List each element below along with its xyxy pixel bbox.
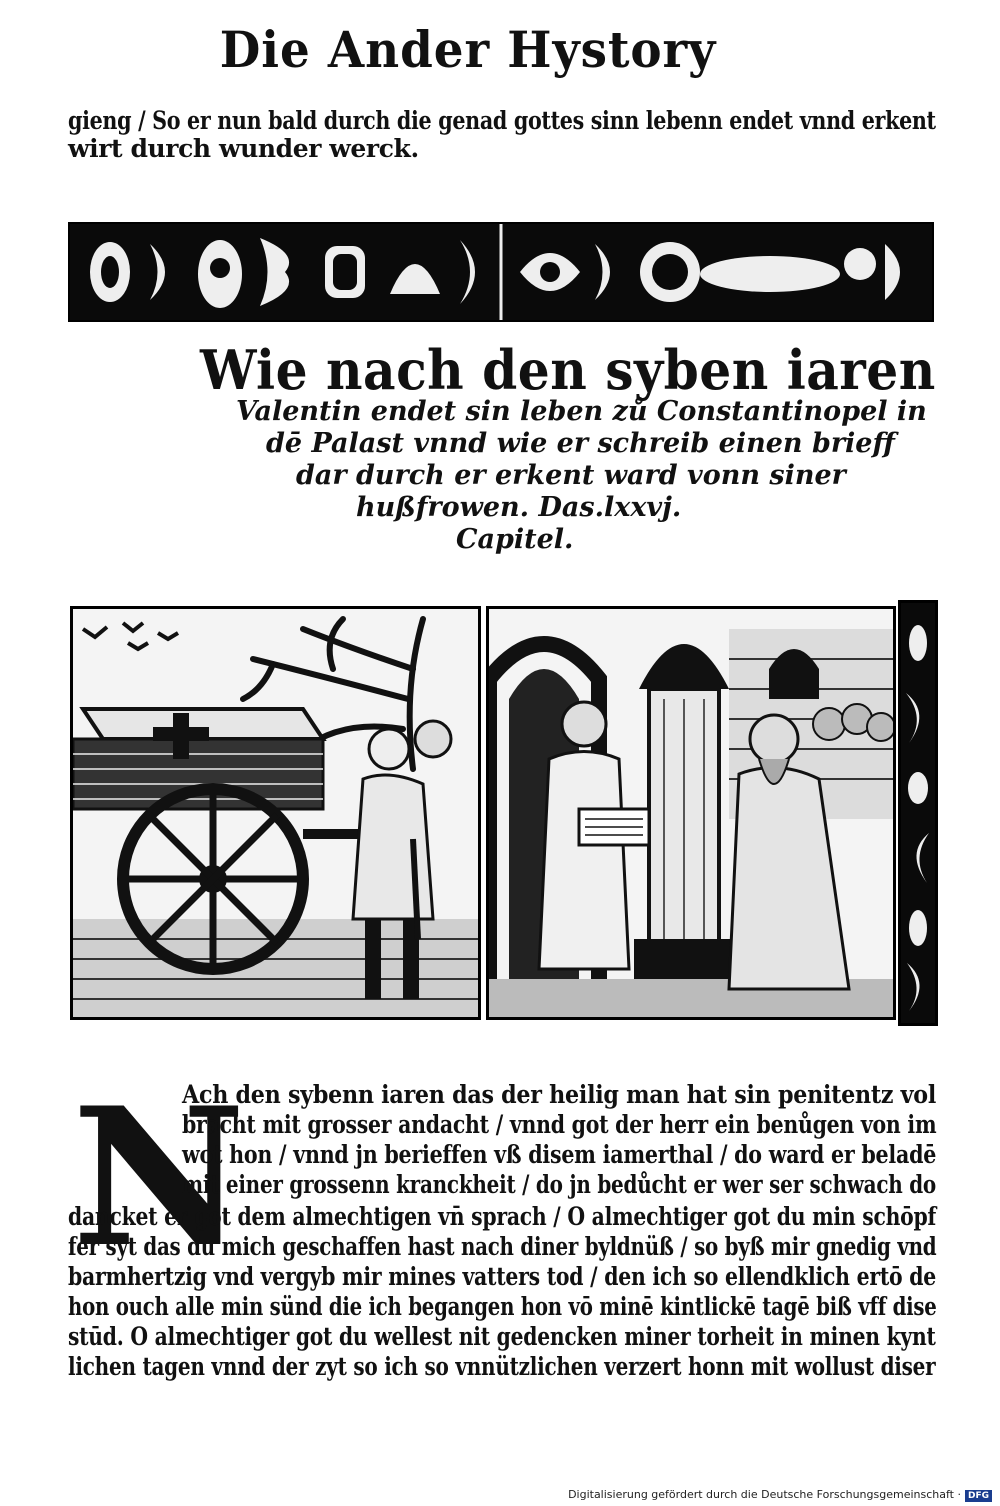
coffin-cart-woodcut-image xyxy=(73,609,478,1017)
chapter-subtitle-line-2: dē Palast vnnd wie er schreib einen brieff xyxy=(266,428,895,459)
body-line-7: barmhertzig vnd vergyb mir mines vatters tod / den ich so ellendklich ertō de xyxy=(68,1262,936,1291)
body-line-5: dancket er got dem almechtigen vn̄ sprach / O almechtiger got du min schōpf xyxy=(68,1202,937,1231)
body-line-2: bracht mit grosser andacht / vnnd got der herr ein benůgen von im xyxy=(182,1110,937,1139)
chapter-title: Wie nach den syben iaren xyxy=(200,338,936,402)
intro-line-1: gieng / So er nun bald durch die genad gottes sinn lebenn endet vnnd erkent xyxy=(68,106,936,135)
drop-cap: N xyxy=(72,1066,246,1289)
digitization-footer xyxy=(568,1488,992,1502)
chapter-subtitle-line-5: Capitel. xyxy=(456,524,574,555)
coffin-cart-woodcut xyxy=(70,606,481,1020)
ornamental-banner xyxy=(68,222,934,322)
chapter-subtitle-line-1: Valentin endet sin leben zů Constantinopel in xyxy=(236,396,927,427)
body-line-4: mit einer grossenn kranckheit / do jn bedůcht er wer ser schwach do xyxy=(182,1170,936,1199)
footer-text: Digitalisierung gefördert durch die Deutsche Forschungsgemeinschaft · xyxy=(568,1488,961,1501)
body-line-8: hon ouch alle min sünd die ich begangen hon vō minē kintlickē tagē biß vff dise xyxy=(68,1292,937,1321)
body-line-1: Ach den sybenn iaren das der heilig man hat sin penitentz vol xyxy=(182,1080,936,1109)
floral-border xyxy=(898,600,938,1026)
letter-reading-woodcut xyxy=(486,606,896,1020)
floral-border-image xyxy=(901,603,935,1023)
body-line-10: lichen tagen vnnd der zyt so ich so vnnützlichen verzert honn mit wollust diser xyxy=(68,1352,936,1381)
body-line-3: wot hon / vnnd jn berieffen vß disem iamerthal / do ward er beladē xyxy=(182,1140,937,1169)
running-head: Die Ander Hystory xyxy=(219,20,717,79)
intro-line-2: wirt durch wunder werck. xyxy=(68,134,419,163)
chapter-subtitle-line-4: hußfrowen. Das.lxxvj. xyxy=(356,492,682,523)
body-line-6: fer syt das du mich geschaffen hast nach diner byldnüß / so byß mir gnedig vnd xyxy=(68,1232,937,1261)
ornament-banner-image xyxy=(70,224,932,320)
dfg-logo: DFG xyxy=(965,1490,992,1502)
letter-reading-woodcut-image xyxy=(489,609,893,1017)
body-line-9: stūd. O almechtiger got du wellest nit gedencken miner torheit in minen kynt xyxy=(68,1322,936,1351)
chapter-subtitle-line-3: dar durch er erkent ward vonn siner xyxy=(296,460,846,491)
